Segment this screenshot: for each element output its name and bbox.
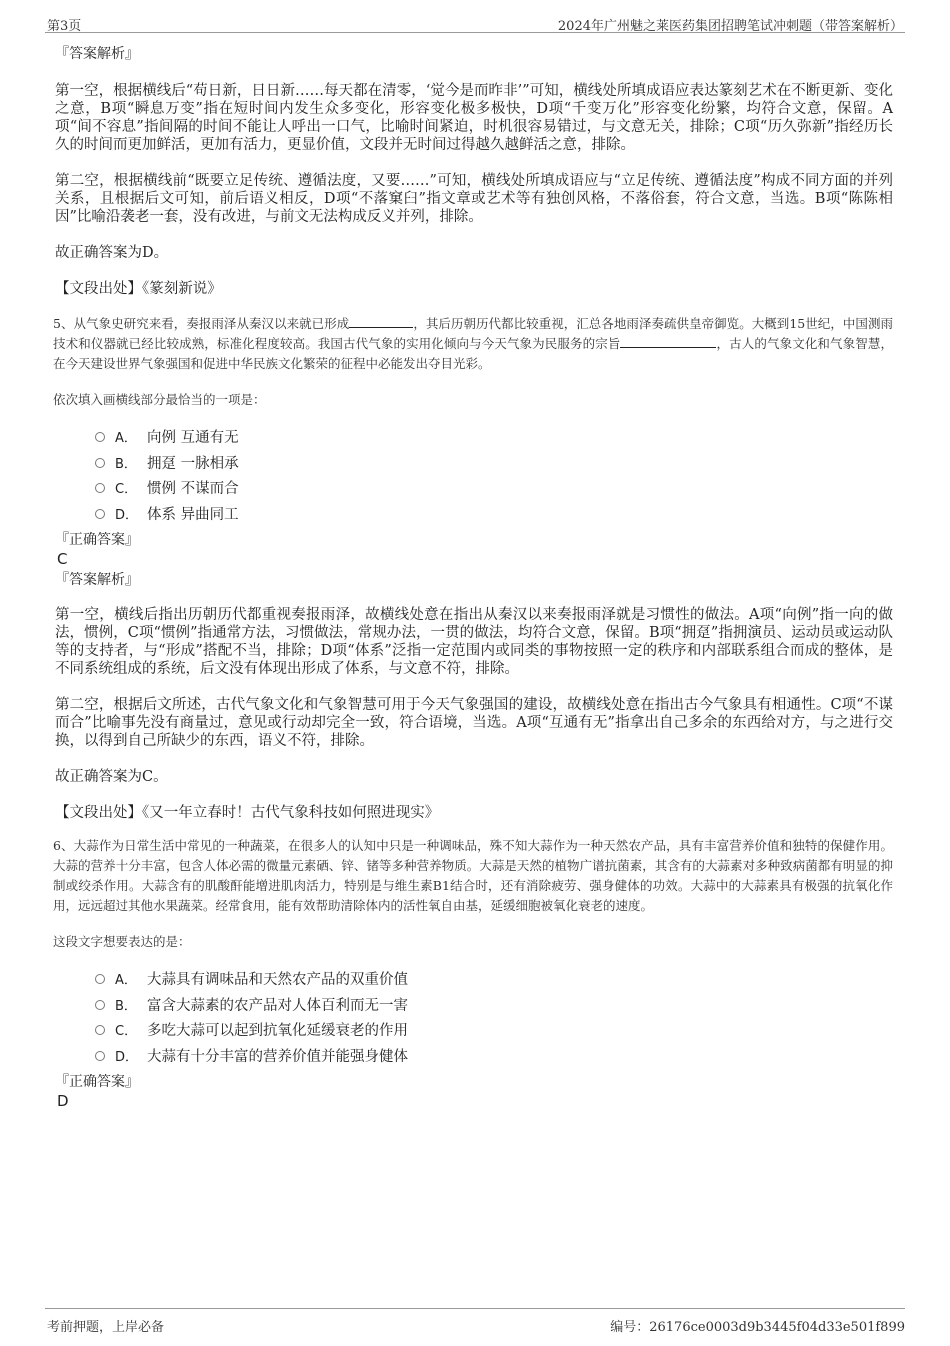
radio-icon[interactable] [95, 1000, 105, 1010]
q5-text-part-1: 5、从气象史研究来看，奏报雨泽从秦汉以来就已形成 [53, 316, 350, 331]
q5-analysis-paragraph-1: 第一空，横线后指出历朝历代都重视奏报雨泽，故横线处意在指出从秦汉以来奏报雨泽就是习惯性的做法。A项“向例”指一向的做法，惯例，C项“惯例”指通常方法，习惯做法，常规办法，一贯的做法，均符合文意，保留。B项“拥趸”指拥演员、运动员或运动队等的支持者，与“形成”搭配不当，排除；D项“体系”泛指一定范围内或同类的事物按照一定的秩序和内部联系组合而成的整体，是不同系统组成的系统，后文没有体现出形成了体系，与文意不符，排除。 [55, 607, 893, 677]
q5-text-part-2: ，其后历朝历代都比较重视，汇总各地雨泽奏疏供皇帝御览。大概到15世纪，中国测雨技术和仪器就已经比较成熟，标准化程度较高。我国古代气象的实用化倾向与今天气象为民服务的宗旨 [53, 316, 893, 351]
option-text: 大蒜有十分丰富的营养价值并能强身健体 [147, 1048, 408, 1065]
option-text: 拥趸 一脉相承 [147, 455, 239, 472]
radio-icon[interactable] [95, 974, 105, 984]
document-title: 2024年广州魅之莱医药集团招聘笔试冲刺题（带答案解析） [557, 19, 903, 34]
q5-option-c[interactable]: C． 惯例 不谋而合 [95, 477, 893, 503]
q4-conclusion: 故正确答案为D。 [55, 245, 169, 261]
radio-icon[interactable] [95, 458, 105, 468]
page-footer [45, 1308, 905, 1346]
q5-option-b[interactable]: B． 拥趸 一脉相承 [95, 452, 893, 478]
q6-options [95, 968, 893, 1070]
document-id: 编号：26176ce0003d9b3445f04d33e501f899 [610, 1320, 905, 1335]
q4-analysis-paragraph-1: 第一空，根据横线后“苟日新，日日新……每天都在清零，‘觉今是而昨非’”可知，横线处所填成语应表达篆刻艺术在不断更新、变化之意，B项“瞬息万变”指在短时间内发生众多变化，形容变化极多极快，D项“千变万化”形容变化纷繁，均符合文意，保留。A项“间不容息”指间隔的时间不能让人呼出一口气，比喻时间紧迫，时机很容易错过，与文意无关，排除；C项“历久弥新”指经历长久的时间而更加鲜活，更加有活力，更显价值，文段并无时间过得越久越鲜活之意，排除。 [55, 83, 893, 153]
option-text: 惯例 不谋而合 [147, 481, 239, 497]
page-header [45, 0, 905, 33]
page-content [55, 44, 893, 1110]
q5-analysis-paragraph-2: 第二空，根据后文所述，古代气象文化和气象智慧可用于今天气象强国的建设，故横线处意在指出古今气象具有相通性。C项“不谋而合”比喻事先没有商量过，意见或行动却完全一致，符合语境，当选。A项“互通有无”指拿出自己多余的东西给对方，与之进行交换，以得到自己所缺少的东西，语义不符，排除。 [55, 697, 893, 749]
q5-option-d[interactable]: D． 体系 异曲同工 [95, 503, 893, 529]
q6-option-d[interactable]: D． 大蒜有十分丰富的营养价值并能强身健体 [95, 1045, 893, 1071]
q5-text-part-3: ，古人的气象文化和气象智慧，在今天建设世界气象强国和促进中华民族文化繁荣的征程中必能发出夺目光彩。 [53, 336, 893, 371]
q6-option-a[interactable]: A． 大蒜具有调味品和天然农产品的双重价值 [95, 968, 893, 994]
q5-blank-1 [349, 315, 413, 328]
q5-source: 【文段出处】《又一年立春时！古代气象科技如何照进现实》 [55, 805, 440, 821]
option-text: 向例 互通有无 [147, 430, 239, 446]
option-text: 体系 异曲同工 [147, 506, 239, 523]
radio-icon[interactable] [95, 1025, 105, 1035]
q4-analysis-label: 『答案解析』 [55, 46, 139, 62]
q5-option-a[interactable]: A． 向例 互通有无 [95, 426, 893, 452]
q4-source: 【文段出处】《篆刻新说》 [55, 281, 222, 297]
q5-blank-2 [620, 335, 716, 348]
q5-answer-label: 『正确答案』 [55, 532, 139, 548]
option-text: 富含大蒜素的农产品对人体百利而无一害 [147, 997, 408, 1014]
radio-icon[interactable] [95, 483, 105, 493]
radio-icon[interactable] [95, 432, 105, 442]
page-number: 第3页 [47, 19, 82, 34]
q5-answer: C [57, 550, 68, 568]
q5-options [95, 426, 893, 528]
q5-prompt: 依次填入画横线部分最恰当的一项是： [53, 392, 266, 407]
q6-option-b[interactable]: B． 富含大蒜素的农产品对人体百利而无一害 [95, 994, 893, 1020]
q6-answer: D [57, 1092, 69, 1110]
q6-question-text: 6、大蒜作为日常生活中常见的一种蔬菜，在很多人的认知中只是一种调味品，殊不知大蒜作为一种天然农产品，具有丰富营养价值和独特的保健作用。大蒜的营养十分丰富，包含人体必需的微量元素硒、锌、锗等多种营养物质。大蒜是天然的植物广谱抗菌素，其含有的大蒜素对多种致病菌都有明显的抑制或绞杀作用。大蒜含有的肌酸酐能增进肌肉活力，特别是与维生素B1结合时，还有消除疲劳、强身健体的功效。大蒜中的大蒜素具有极强的抗氧化作用，远远超过其他水果蔬菜。经常食用，能有效帮助清除体内的活性氧自由基，延缓细胞被氧化衰老的速度。 [53, 838, 893, 913]
option-text: 大蒜具有调味品和天然农产品的双重价值 [147, 972, 408, 988]
q6-answer-label: 『正确答案』 [55, 1074, 139, 1090]
q5-conclusion: 故正确答案为C。 [55, 769, 168, 785]
q4-analysis-paragraph-2: 第二空，根据横线前“既要立足传统、遵循法度，又要……”可知，横线处所填成语应与“立足传统、遵循法度”构成不同方面的并列关系，且根据后文可知，前后语义相反，D项“不落窠臼”指文章或艺术等有独创风格，不落俗套，符合文意，当选。B项“陈陈相因”比喻沿袭老一套，没有改进，与前文无法构成反义并列，排除。 [55, 173, 893, 225]
q5-analysis-label: 『答案解析』 [55, 572, 139, 588]
q5-question-text [53, 314, 893, 374]
footer-slogan: 考前押题，上岸必备 [47, 1320, 165, 1335]
q6-option-c[interactable]: C． 多吃大蒜可以起到抗氧化延缓衰老的作用 [95, 1019, 893, 1045]
q6-prompt: 这段文字想要表达的是： [53, 934, 191, 949]
option-text: 多吃大蒜可以起到抗氧化延缓衰老的作用 [147, 1023, 408, 1039]
radio-icon[interactable] [95, 1051, 105, 1061]
radio-icon[interactable] [95, 509, 105, 519]
